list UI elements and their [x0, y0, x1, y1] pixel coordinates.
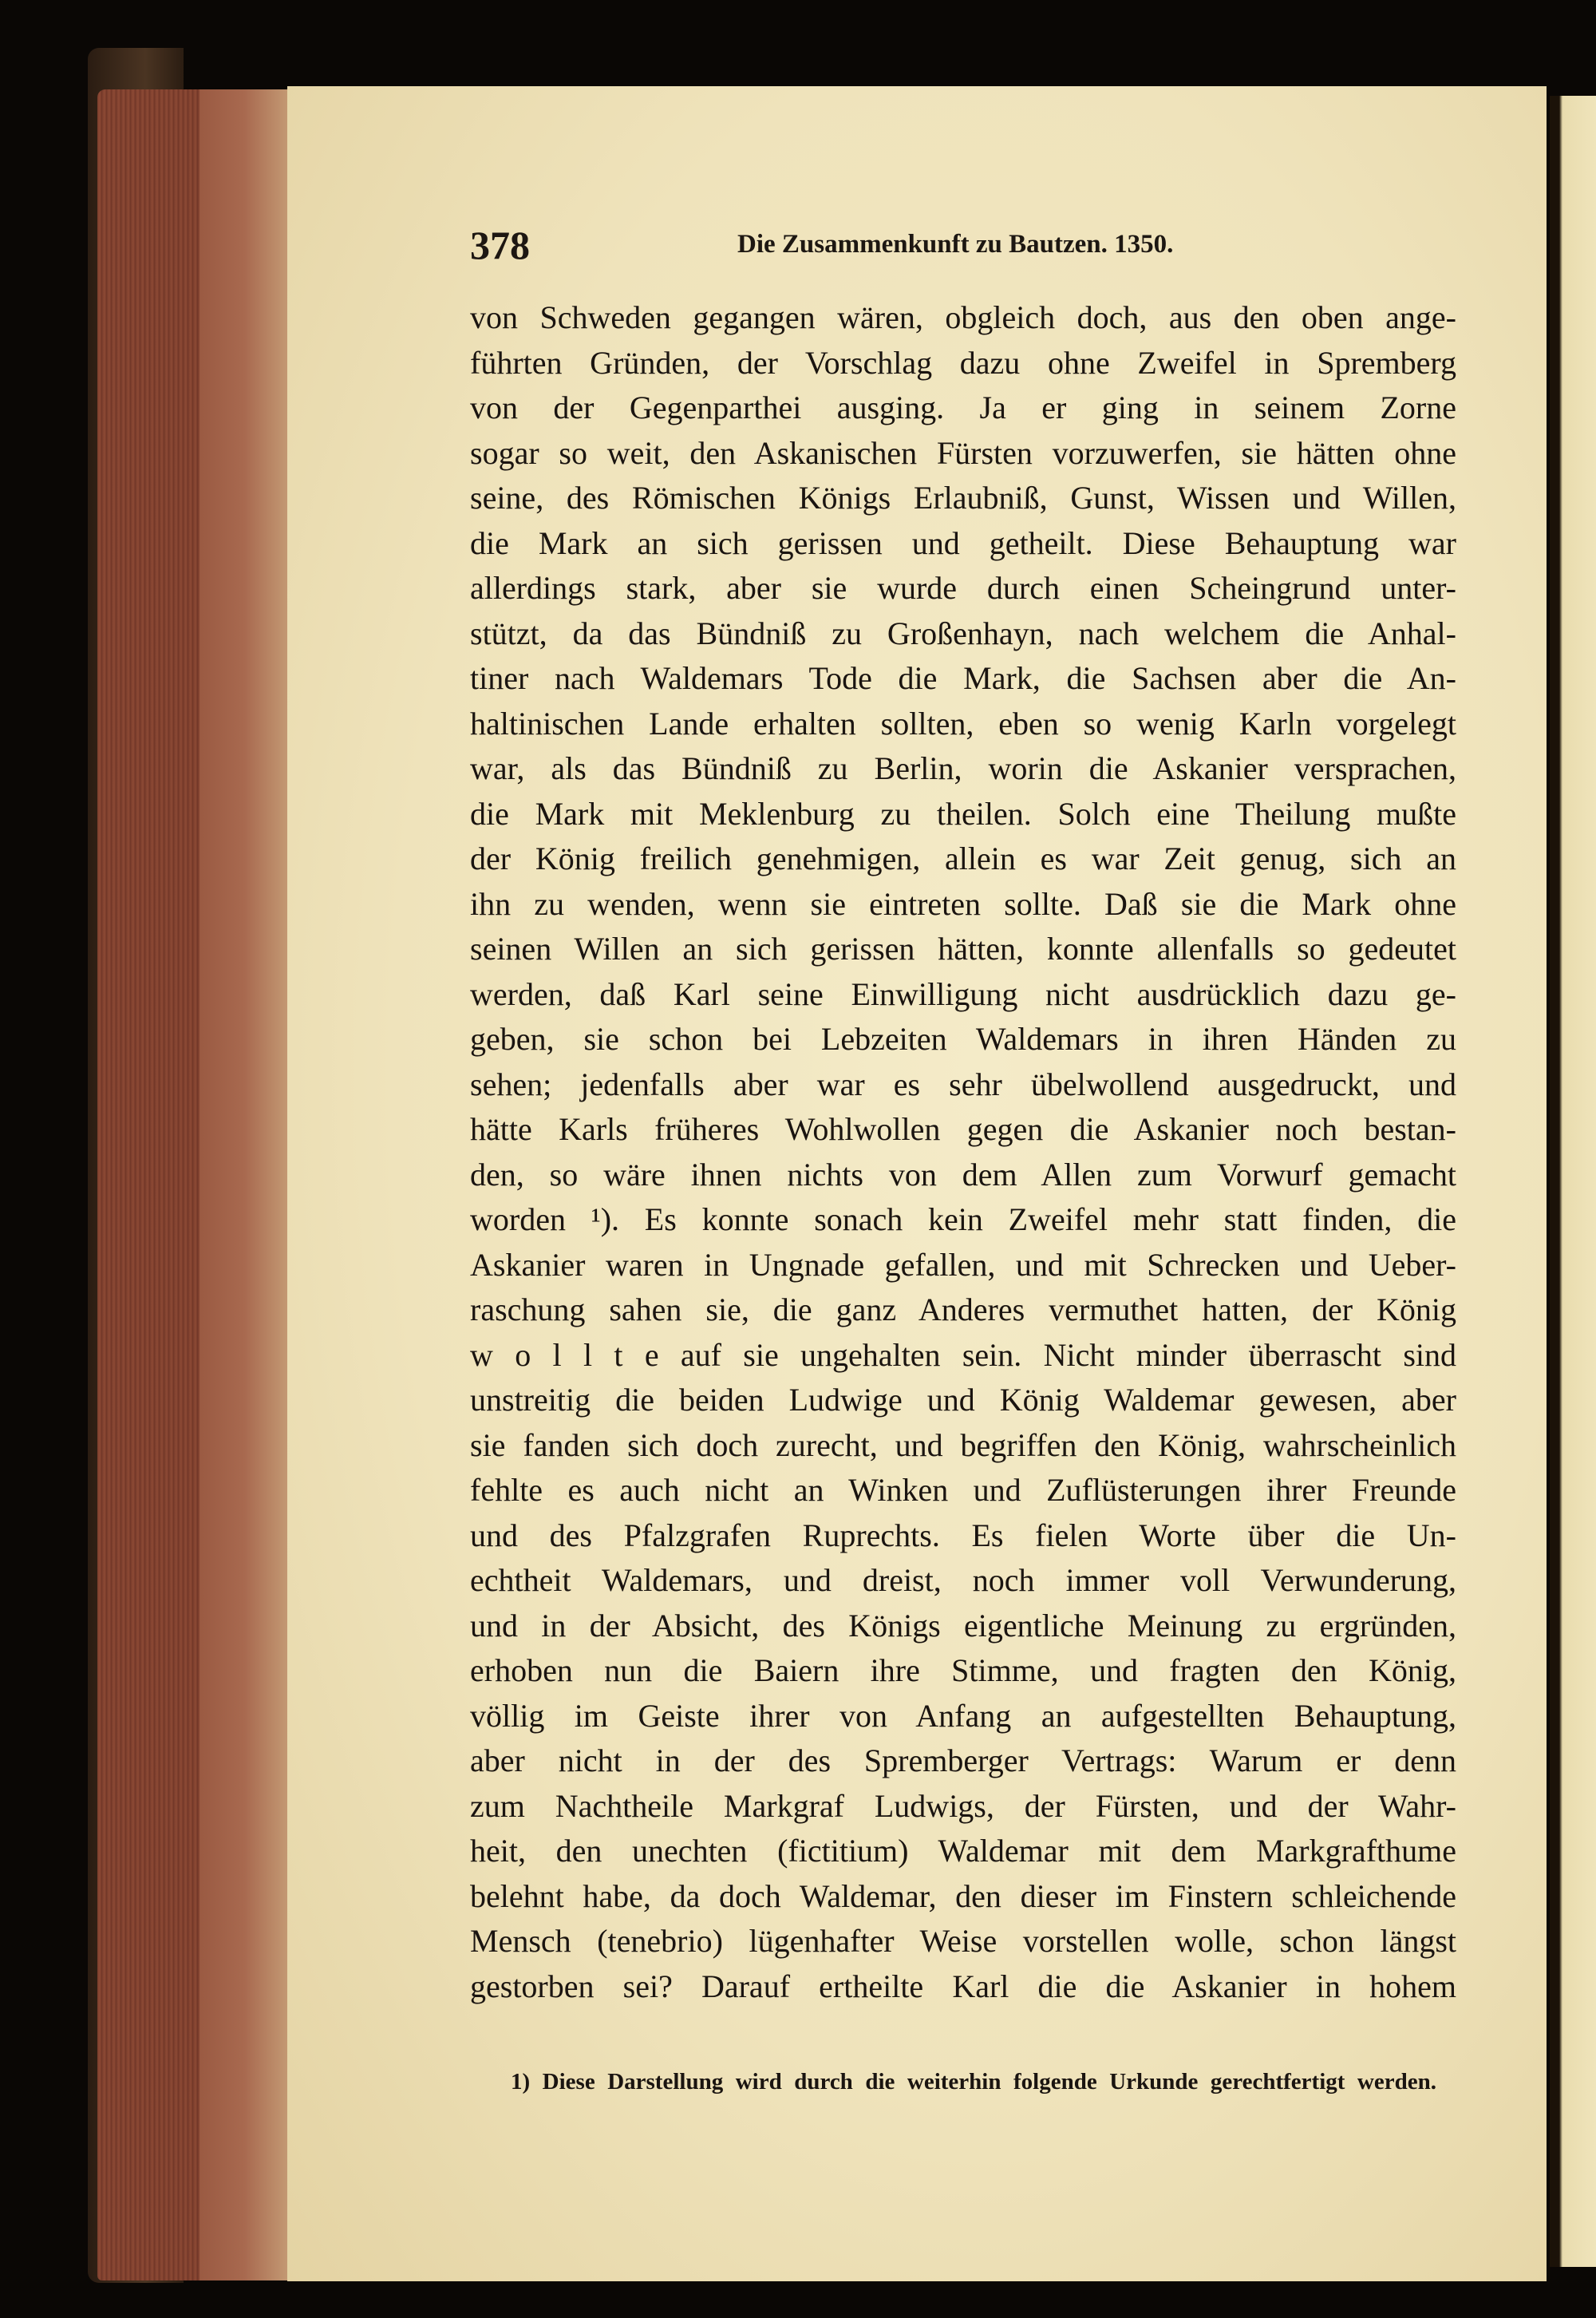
text-line: Mensch (tenebrio) lügenhafter Weise vorstellen wolle, schon längst — [470, 1923, 1456, 1959]
facing-page-edge — [1550, 96, 1596, 2267]
text-line: echtheit Waldemars, und dreist, noch immer voll Verwunderung, — [470, 1562, 1456, 1598]
text-line: fehlte es auch nicht an Winken und Zuflüsterungen ihrer Freunde — [470, 1472, 1456, 1508]
page-number: 378 — [470, 223, 530, 267]
text-line: sogar so weit, den Askanischen Fürsten vorzuwerfen, sie hätten ohne — [470, 434, 1456, 471]
text-line: unstreitig die beiden Ludwige und König Waldemar gewesen, aber — [470, 1382, 1456, 1418]
running-title: Die Zusammenkunft zu Bautzen. 1350. — [737, 230, 1174, 259]
text-line: die Mark mit Meklenburg zu theilen. Solch eine Theilung mußte — [470, 795, 1456, 832]
text-line: raschung sahen sie, die ganz Anderes vermuthet hatten, der König — [470, 1292, 1456, 1327]
text-line: Askanier waren in Ungnade gefallen, und mit Schrecken und Ueber- — [470, 1246, 1456, 1283]
text-line: ihn zu wenden, wenn sie eintreten sollte. Daß sie die Mark ohne — [470, 885, 1456, 922]
text-line: sie fanden sich doch zurecht, und begriffen den König, wahrscheinlich — [470, 1426, 1456, 1463]
text-line: der König freilich genehmigen, allein es war Zeit genug, sich an — [470, 841, 1456, 876]
text-line: geben, sie schon bei Lebzeiten Waldemars in ihren Händen zu — [470, 1021, 1456, 1057]
text-line: aber nicht in der des Spremberger Vertrags: Warum er denn — [470, 1742, 1456, 1778]
text-line: hätte Karls früheres Wohlwollen gegen die Askanier noch bestan- — [470, 1111, 1456, 1147]
text-line: erhoben nun die Baiern ihre Stimme, und fragten den König, — [470, 1652, 1456, 1688]
text-line: sehen; jedenfalls aber war es sehr übelwollend ausgedruckt, und — [470, 1066, 1456, 1102]
text-line: tiner nach Waldemars Tode die Mark, die Sachsen aber die An- — [470, 660, 1456, 696]
text-line: werden, daß Karl seine Einwilligung nicht ausdrücklich dazu ge- — [470, 975, 1456, 1012]
text-line: führten Gründen, der Vorschlag dazu ohne Zweifel in Spremberg — [470, 344, 1456, 381]
page-edges-inner — [200, 89, 289, 2280]
text-line: den, so wäre ihnen nichts von dem Allen zum Vorwurf gemacht — [470, 1156, 1456, 1193]
text-line: seinen Willen an sich gerissen hätten, konnte allenfalls so gedeutet — [470, 931, 1456, 967]
text-line: allerdings stark, aber sie wurde durch einen Scheingrund unter- — [470, 570, 1456, 606]
text-line: die Mark an sich gerissen und getheilt. Diese Behauptung war — [470, 524, 1456, 561]
text-line: belehnt habe, da doch Waldemar, den dieser im Finstern schleichende — [470, 1877, 1456, 1914]
text-line: seine, des Römischen Königs Erlaubniß, Gunst, Wissen und Willen, — [470, 480, 1456, 516]
body-text — [470, 295, 1456, 2009]
text-line: von Schweden gegangen wären, obgleich doch, aus den oben ange- — [470, 299, 1456, 335]
text-line: zum Nachtheile Markgraf Ludwigs, der Fürsten, und der Wahr- — [470, 1787, 1456, 1824]
text-line: und in der Absicht, des Königs eigentliche Meinung zu ergründen, — [470, 1607, 1456, 1644]
text-line: stützt, da das Bündniß zu Großenhayn, nach welchem die Anhal- — [470, 615, 1456, 651]
text-line: haltinischen Lande erhalten sollten, eben so wenig Karln vorgelegt — [470, 705, 1456, 742]
text-line: war, als das Bündniß zu Berlin, worin die Askanier versprachen, — [470, 750, 1456, 786]
page-header — [470, 222, 1460, 270]
text-line: und des Pfalzgrafen Ruprechts. Es fielen Worte über die Un- — [470, 1517, 1456, 1553]
text-line: worden ¹). Es konnte sonach kein Zweifel mehr statt finden, die — [470, 1201, 1456, 1237]
text-line: von der Gegenparthei ausging. Ja er ging in seinem Zorne — [470, 390, 1456, 425]
text-line: völlig im Geiste ihrer von Anfang an aufgestellten Behauptung, — [470, 1697, 1456, 1734]
text-line: heit, den unechten (fictitium) Waldemar mit dem Markgrafthume — [470, 1833, 1456, 1869]
text-line: gestorben sei? Darauf ertheilte Karl die die Askanier in hohem — [470, 1968, 1456, 2004]
text-line: w o l l t e auf sie ungehalten sein. Nicht minder überrascht sind — [470, 1336, 1456, 1373]
footnote: 1) Diese Darstellung wird durch die weiterhin folgende Urkunde gerechtfertigt werden. — [511, 2069, 1436, 2095]
